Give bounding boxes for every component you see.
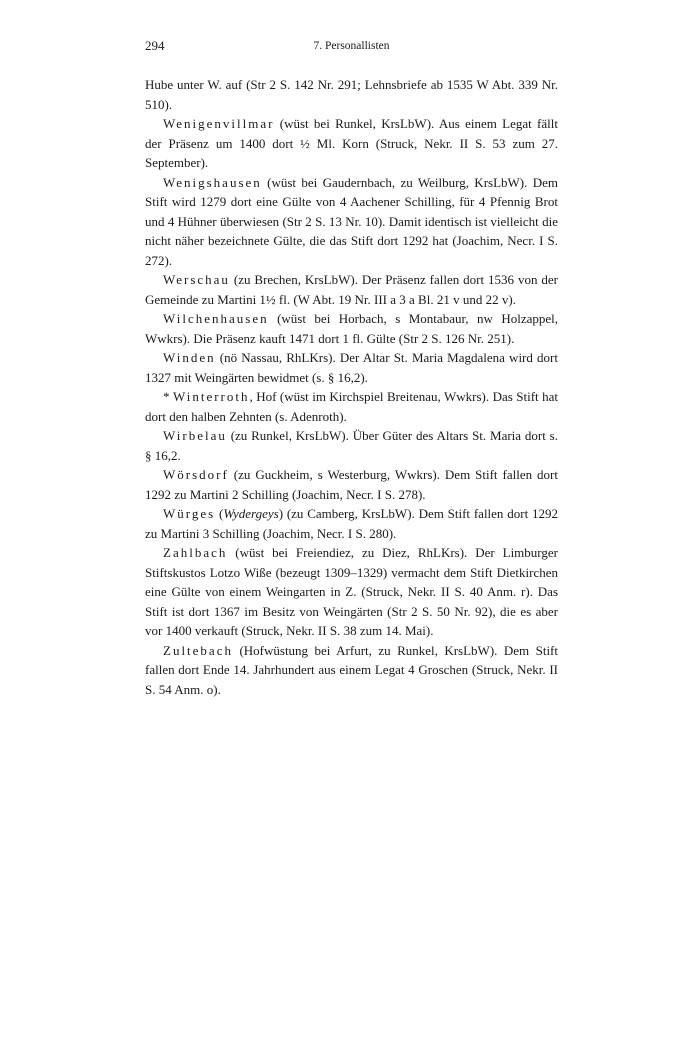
running-header bbox=[145, 38, 558, 58]
entry-lemma: Wilchenhausen bbox=[163, 311, 269, 326]
entry-text: , Hof (wüst im Kirchspiel Breitenau, Wwkrs). Das Stift hat dort den halben Zehnten (s. Adenroth). bbox=[145, 389, 559, 424]
entry-text: (wüst bei Freiendiez, zu Diez, RhLKrs). Der Limburger Stiftskustos Lotzo Wiße (bezeugt 1309–1329) vermacht dem Stift Dietkirchen eine Gülte von einem Weingarten in Z. (Struck, Nekr. II S. 40 Anm. r). Das Stift ist dort 1367 im Besitz von Weingärten (Str 2 S. 50 Nr. 92), die es aber vor 1400 verkauft (Struck, Nekr. II S. 38 zum 14. Mai). bbox=[145, 545, 558, 638]
entry-lemma: Wörsdorf bbox=[163, 467, 229, 482]
entry-continuation bbox=[145, 75, 558, 114]
page bbox=[145, 38, 559, 697]
entry-lemma: Wenigshausen bbox=[163, 174, 262, 190]
entry-wenigenvillmar bbox=[145, 114, 558, 173]
entry-winden bbox=[145, 348, 558, 387]
entry-woersdorf bbox=[145, 465, 558, 504]
entry-text: Hube unter W. auf (Str 2 S. 142 Nr. 291; Lehnsbriefe ab 1535 W Abt. 339 Nr. 510). bbox=[145, 77, 558, 112]
entry-historical-name: Wydergeys bbox=[223, 506, 279, 521]
entry-lemma: Winterroth bbox=[172, 389, 250, 404]
entry-winterroth bbox=[145, 387, 558, 426]
entry-text: (wüst bei Gaudernbach, zu Weilburg, KrsLbW). Dem Stift wird 1279 dort eine Gülte von 4 Aachener Schilling, für 4 Pfennig Brot und 4 Hühner überwiesen (Str 2 S. 13 Nr. 10). Damit identisch ist vielleicht die nicht näher bezeichnete Gülte, die das Stift dort 1292 hat (Joachim, Necr. I S. 272). bbox=[145, 174, 558, 268]
entry-prefix: * bbox=[163, 389, 173, 404]
entry-lemma: Wirbelau bbox=[163, 428, 227, 443]
entry-wirbelau bbox=[145, 426, 558, 465]
entry-lemma: Zultebach bbox=[163, 642, 233, 658]
entry-list bbox=[145, 75, 558, 699]
entry-text: (wüst bei Runkel, KrsLbW). Aus einem Legat fällt der Präsenz um 1400 dort ½ Ml. Korn (Struck, Nekr. II S. 53 zum 27. September). bbox=[145, 116, 558, 170]
entry-text: (wüst bei Horbach, s Montabaur, nw Holzappel, Wwkrs). Die Präsenz kauft 1471 dort 1 fl. Gülte (Str 2 S. 126 Nr. 251). bbox=[145, 311, 558, 346]
entry-lemma: Würges bbox=[163, 506, 216, 521]
entry-werschau bbox=[145, 270, 558, 309]
entry-zultebach bbox=[145, 641, 558, 700]
page-number: 294 bbox=[145, 38, 165, 53]
entry-lemma: Werschau bbox=[163, 272, 230, 287]
entry-text: (Hofwüstung bei Arfurt, zu Runkel, KrsLbW). Dem Stift fallen dort Ende 14. Jahrhundert aus einem Legat 4 Groschen (Struck, Nekr. II S. 54 Anm. o). bbox=[145, 642, 558, 697]
entry-text: (zu Brechen, KrsLbW). Der Präsenz fallen dort 1536 von der Gemeinde zu Martini 1½ fl. (W Abt. 19 Nr. III a 3 a Bl. 21 v und 22 v). bbox=[145, 272, 558, 307]
entry-wuerges bbox=[145, 504, 558, 543]
entry-lemma: Wenigenvillmar bbox=[163, 116, 275, 131]
entry-text: (nö Nassau, RhLKrs). Der Altar St. Maria Magdalena wird dort 1327 mit Weingärten bewidmet (s. § 16,2). bbox=[145, 350, 558, 385]
entry-text: (zu Guckheim, s Westerburg, Wwkrs). Dem Stift fallen dort 1292 zu Martini 2 Schilling (Joachim, Necr. I S. 278). bbox=[145, 467, 558, 502]
entry-text: (zu Runkel, KrsLbW). Über Güter des Altars St. Maria dort s. § 16,2. bbox=[145, 428, 558, 463]
entry-text-open: ( bbox=[215, 506, 224, 521]
entry-wilchenhausen bbox=[145, 309, 558, 348]
entry-wenigshausen bbox=[145, 173, 558, 271]
entry-lemma: Zahlbach bbox=[163, 545, 228, 560]
entry-zahlbach bbox=[145, 543, 558, 641]
running-title: 7. Personallisten bbox=[313, 40, 390, 52]
entry-lemma: Winden bbox=[163, 350, 216, 365]
entry-text: ) (zu Camberg, KrsLbW). Dem Stift fallen dort 1292 zu Martini 3 Schilling (Joachim, Necr. I S. 280). bbox=[145, 506, 558, 541]
